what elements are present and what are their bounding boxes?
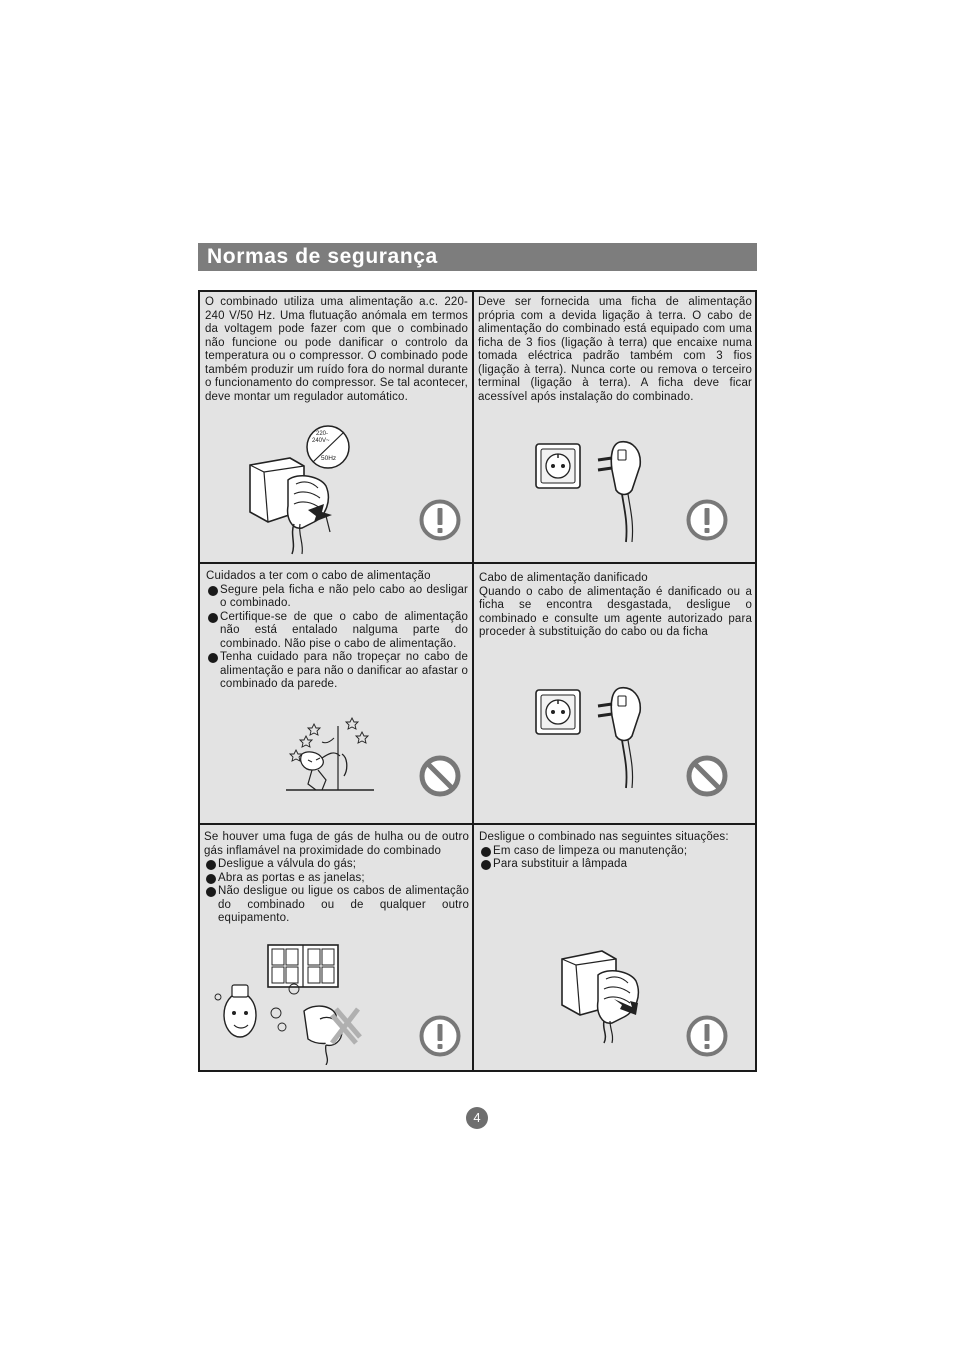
plug-in-hand-illustration xyxy=(240,420,380,556)
page-number: 4 xyxy=(466,1107,488,1129)
socket-and-plug-illustration xyxy=(532,432,662,544)
paragraph: Cabo de alimentação danificado xyxy=(479,572,648,584)
list-item: Não desligue ou ligue os cabos de alimentação do combinado ou de qualquer outro equipamento. xyxy=(204,885,469,926)
cell-text xyxy=(478,296,752,404)
paragraph: Quando o cabo de alimentação é danificado ou a ficha se encontra desgastada, desligue o combinado e consulte um agente autorizado para proceder à substituição do cabo ou da ficha xyxy=(479,585,752,638)
gas-leak-illustration xyxy=(208,941,368,1065)
cell-text xyxy=(204,831,469,926)
cell-unplug-situations xyxy=(474,825,755,1070)
list-item: Certifique-se de que o cabo de alimentação não está entalado nalguma parte do combinado. Não pise o cabo de alimentação. xyxy=(206,611,468,652)
warning-icon xyxy=(686,1015,728,1057)
list-item: Desligue a válvula do gás; xyxy=(204,858,469,872)
list-item: Tenha cuidado para não tropeçar no cabo de alimentação e para não o danificar ao afastar o combinado da parede. xyxy=(206,651,468,692)
list-item: Segure pela ficha e não pelo cabo ao desligar o combinado. xyxy=(206,584,468,611)
title-bar xyxy=(198,243,757,271)
cell-text xyxy=(479,572,752,640)
cell-gas-leak xyxy=(200,825,472,1070)
cell-text xyxy=(206,570,468,692)
tripping-figure-illustration xyxy=(282,714,380,800)
cell-power-cord-care xyxy=(200,564,472,823)
socket-and-plug-illustration xyxy=(532,678,662,790)
paragraph: Desligue o combinado nas seguintes situações: xyxy=(479,831,729,843)
list-item: Para substituir a lâmpada xyxy=(479,858,749,872)
prohibited-icon xyxy=(686,755,728,797)
bullet-list xyxy=(479,845,749,872)
cell-damaged-cord xyxy=(474,564,755,823)
svg-text:220-: 220- xyxy=(316,431,329,437)
paragraph: Se houver uma fuga de gás de hulha ou de outro gás inflamável na proximidade do combinado xyxy=(204,831,469,857)
paragraph: Deve ser fornecida uma ficha de alimentação própria com a devida ligação à terra. O cabo de alimentação do combinado está equipado com uma ficha de 3 fios (ligação à terra) que encaixe numa tomada eléctrica padrão também com 3 fios (ligação à terra). Nunca corte ou remova o terceiro terminal (ligação à terra). A ficha deve ficar acessível após instalação do combinado. xyxy=(478,296,752,403)
warning-icon xyxy=(686,499,728,541)
bullet-list xyxy=(206,584,468,692)
list-item: Em caso de limpeza ou manutenção; xyxy=(479,845,749,859)
page-title: Normas de segurança xyxy=(207,245,438,268)
cell-grounding xyxy=(474,292,755,562)
warning-icon xyxy=(419,499,461,541)
bullet-list xyxy=(204,858,469,926)
unplug-hand-illustration xyxy=(554,945,664,1045)
warning-icon xyxy=(419,1015,461,1057)
list-item: Abra as portas e as janelas; xyxy=(204,872,469,886)
cell-text xyxy=(479,831,749,872)
paragraph: O combinado utiliza uma alimentação a.c. 220-240 V/50 Hz. Uma flutuação anómala em termos da voltagem pode fazer com que o combinado não funcione ou pode danificar o controlo da temperatura ou o compressor. O combinado pode também produzir um ruído fora do normal durante o funcionamento do compressor. Se tal acontecer, deve montar um regulador automático. xyxy=(205,296,468,403)
prohibited-icon xyxy=(419,755,461,797)
cell-voltage xyxy=(200,292,472,562)
safety-grid xyxy=(198,290,757,1072)
svg-text:240V~: 240V~ xyxy=(312,438,330,444)
cell-text xyxy=(205,296,468,404)
paragraph: Cuidados a ter com o cabo de alimentação xyxy=(206,570,431,582)
svg-text:50Hz: 50Hz xyxy=(321,455,337,462)
